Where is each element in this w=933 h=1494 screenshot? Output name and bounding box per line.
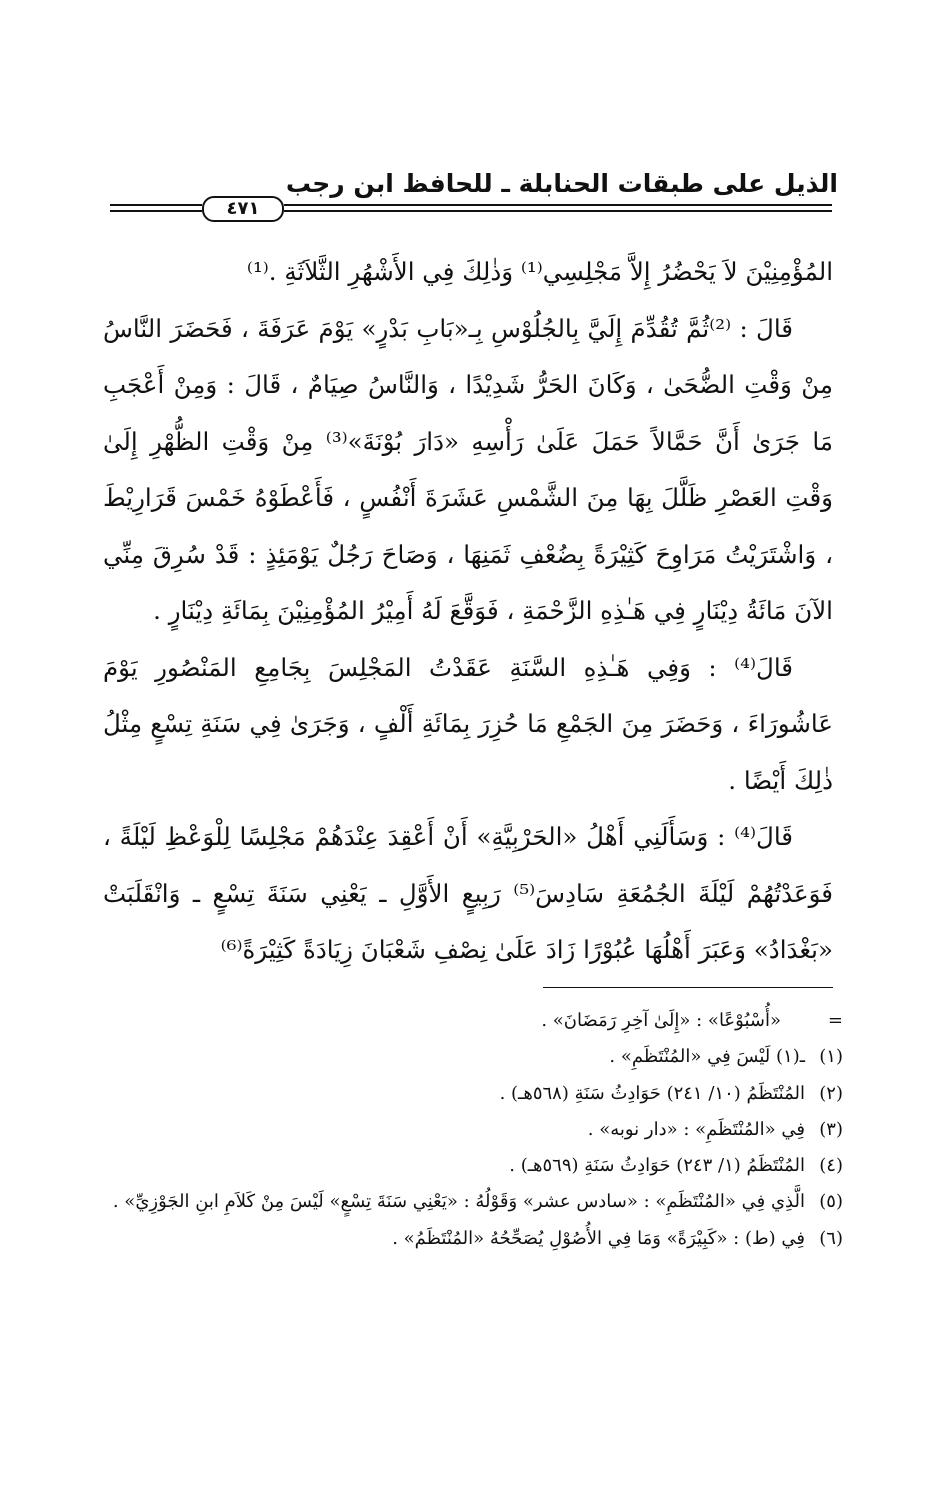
footnote-number: (٦) bbox=[819, 1227, 843, 1249]
header-rule-line-bottom bbox=[110, 210, 202, 212]
footnotes bbox=[103, 1003, 843, 1257]
footnote-1 bbox=[103, 1039, 843, 1075]
footnote-2 bbox=[103, 1076, 843, 1112]
footnote-marker: = bbox=[827, 1010, 843, 1031]
paragraph-3: قَالَ⁽⁴⁾ : وَفِي هَـٰذِهِ السَّنَةِ عَقَدْتُ المَجْلِسَ بِجَامِعِ المَنْصُورِ يَوْمَ عَاشُورَاءَ ، وَحَضَرَ مِنَ الجَمْعِ مَا حُزِرَ بِمَائَةِ أَلْفٍ ، وَجَرَىٰ فِي سَنَةِ تِسْعٍ مِثْلُ ذٰلِكَ أَيْضًا . bbox=[103, 652, 833, 795]
footnote-continuation bbox=[103, 1003, 843, 1039]
footnote-4 bbox=[103, 1148, 843, 1184]
footnote-5 bbox=[103, 1184, 843, 1220]
header-rule-line-bottom-right bbox=[284, 210, 832, 212]
main-text bbox=[103, 244, 833, 979]
header-rule bbox=[110, 196, 832, 220]
footnote-text: فِي «المُنْتَظَمِ» : «دار نوبه» . bbox=[587, 1118, 805, 1140]
footnote-text: المُنْتَظَمُ (١٠/ ٢٤١) حَوَادِثُ سَنَةِ (٥٦٨هـ) . bbox=[499, 1082, 805, 1104]
paragraph-4: قَالَ⁽⁴⁾ : وَسَأَلَنِي أَهْلُ «الحَرْبِيَّةِ» أَنْ أَعْقِدَ عِنْدَهُمْ مَجْلِسًا لِلْوَعْظِ لَيْلَةً ، فَوَعَدْتُهُمْ لَيْلَةَ الجُمُعَةِ سَادِسَ⁽⁵⁾ رَبِيعٍ الأَوَّلِ ـ يَعْنِي سَنَةَ تِسْعٍ ـ وَانْقَلَبَتْ «بَغْدَادُ» وَعَبَرَ أَهْلُهَا عُبُوْرًا زَادَ عَلَىٰ نِصْفِ شَعْبَانَ زِيَادَةً كَثِيْرَةً⁽⁶⁾ bbox=[103, 822, 833, 964]
footnote-number: (٤) bbox=[819, 1155, 843, 1177]
footnote-3 bbox=[103, 1112, 843, 1148]
footnote-text: الَّذِي فِي «المُنْتَظَمِ» : «سادس عشر» وَقَوْلُهُ : «يَعْنِي سَنَةَ تِسْعٍ» لَيْسَ مِنْ كَلاَمِ ابنِ الجَوْزِيِّ» . bbox=[112, 1191, 805, 1213]
footnote-6 bbox=[103, 1221, 843, 1257]
footnote-text: فِي (ط) : «كَبِيْرَةً» وَمَا فِي الأُصُوْلِ يُصَحِّحُهُ «المُنْتَظَمُ» . bbox=[392, 1227, 805, 1249]
header-rule-line-top-right bbox=[284, 204, 832, 206]
footnote-number: (١) bbox=[819, 1046, 843, 1068]
footnote-text: المُنْتَظَمُ (١/ ٢٤٣) حَوَادِثُ سَنَةِ (٥٦٩هـ) . bbox=[509, 1155, 805, 1177]
page-number: ٤٧١ bbox=[202, 196, 284, 222]
paragraph-2: قَالَ : ⁽²⁾ثُمَّ تُقُدِّمَ إِلَيَّ بِالجُلُوْسِ بِـ«بَابِ بَدْرٍ» يَوْمَ عَرَفَةَ ، فَحَضَرَ النَّاسُ مِنْ وَقْتِ الضُّحَىٰ ، وَكَانَ الحَرُّ شَدِيْدًا ، وَالنَّاسُ صِيَامٌ ، قَالَ : وَمِنْ أَعْجَبِ مَا جَرَىٰ أَنَّ حَمَّالاً حَمَلَ عَلَىٰ رَأْسِهِ «دَارَ بُوْنَةَ»⁽³⁾ مِنْ وَقْتِ الظُّهْرِ إِلَىٰ وَقْتِ العَصْرِ ظَلَّلَ بِهَا مِنَ الشَّمْسِ عَشَرَةَ أَنْفُسٍ ، فَأَعْطَوْهُ خَمْسَ قَرَارِيْطَ ، وَاشْتَرَيْتُ مَرَاوِحَ كَثِيْرَةً بِضُعْفِ ثَمَنِهَا ، وَصَاحَ رَجُلٌ يَوْمَئِذٍ : قَدْ سُرِقَ مِنِّي الآنَ مَائَةُ دِيْنَارٍ فِي هَـٰذِهِ الزَّحْمَةِ ، فَوَقَّعَ لَهُ أَمِيْرُ المُؤْمِنِيْنَ بِمَائَةِ دِيْنَارٍ . bbox=[103, 313, 833, 625]
running-header-title: الذيل على طبقات الحنابلة ـ للحافظ ابن رجب bbox=[285, 169, 838, 198]
footnote-separator bbox=[543, 987, 833, 988]
footnote-number: (٣) bbox=[819, 1118, 843, 1140]
header-rule-line-top bbox=[110, 204, 202, 206]
paragraph-1: المُؤْمِنِيْنَ لاَ يَحْضُرُ إِلاَّ مَجْلِسِي⁽¹⁾ وَذٰلِكَ فِي الأَشْهُرِ الثَّلاَثَةِ .⁽¹⁾ bbox=[246, 257, 833, 286]
footnote-number: (٢) bbox=[819, 1082, 843, 1104]
footnote-text: «أُسْبُوْعًا» : «إِلَىٰ آخِرِ رَمَضَانَ» . bbox=[541, 1010, 781, 1031]
footnote-text: ـ(١) لَيْسَ فِي «المُنْتَظَمِ» . bbox=[609, 1046, 805, 1068]
footnote-number: (٥) bbox=[819, 1191, 843, 1213]
